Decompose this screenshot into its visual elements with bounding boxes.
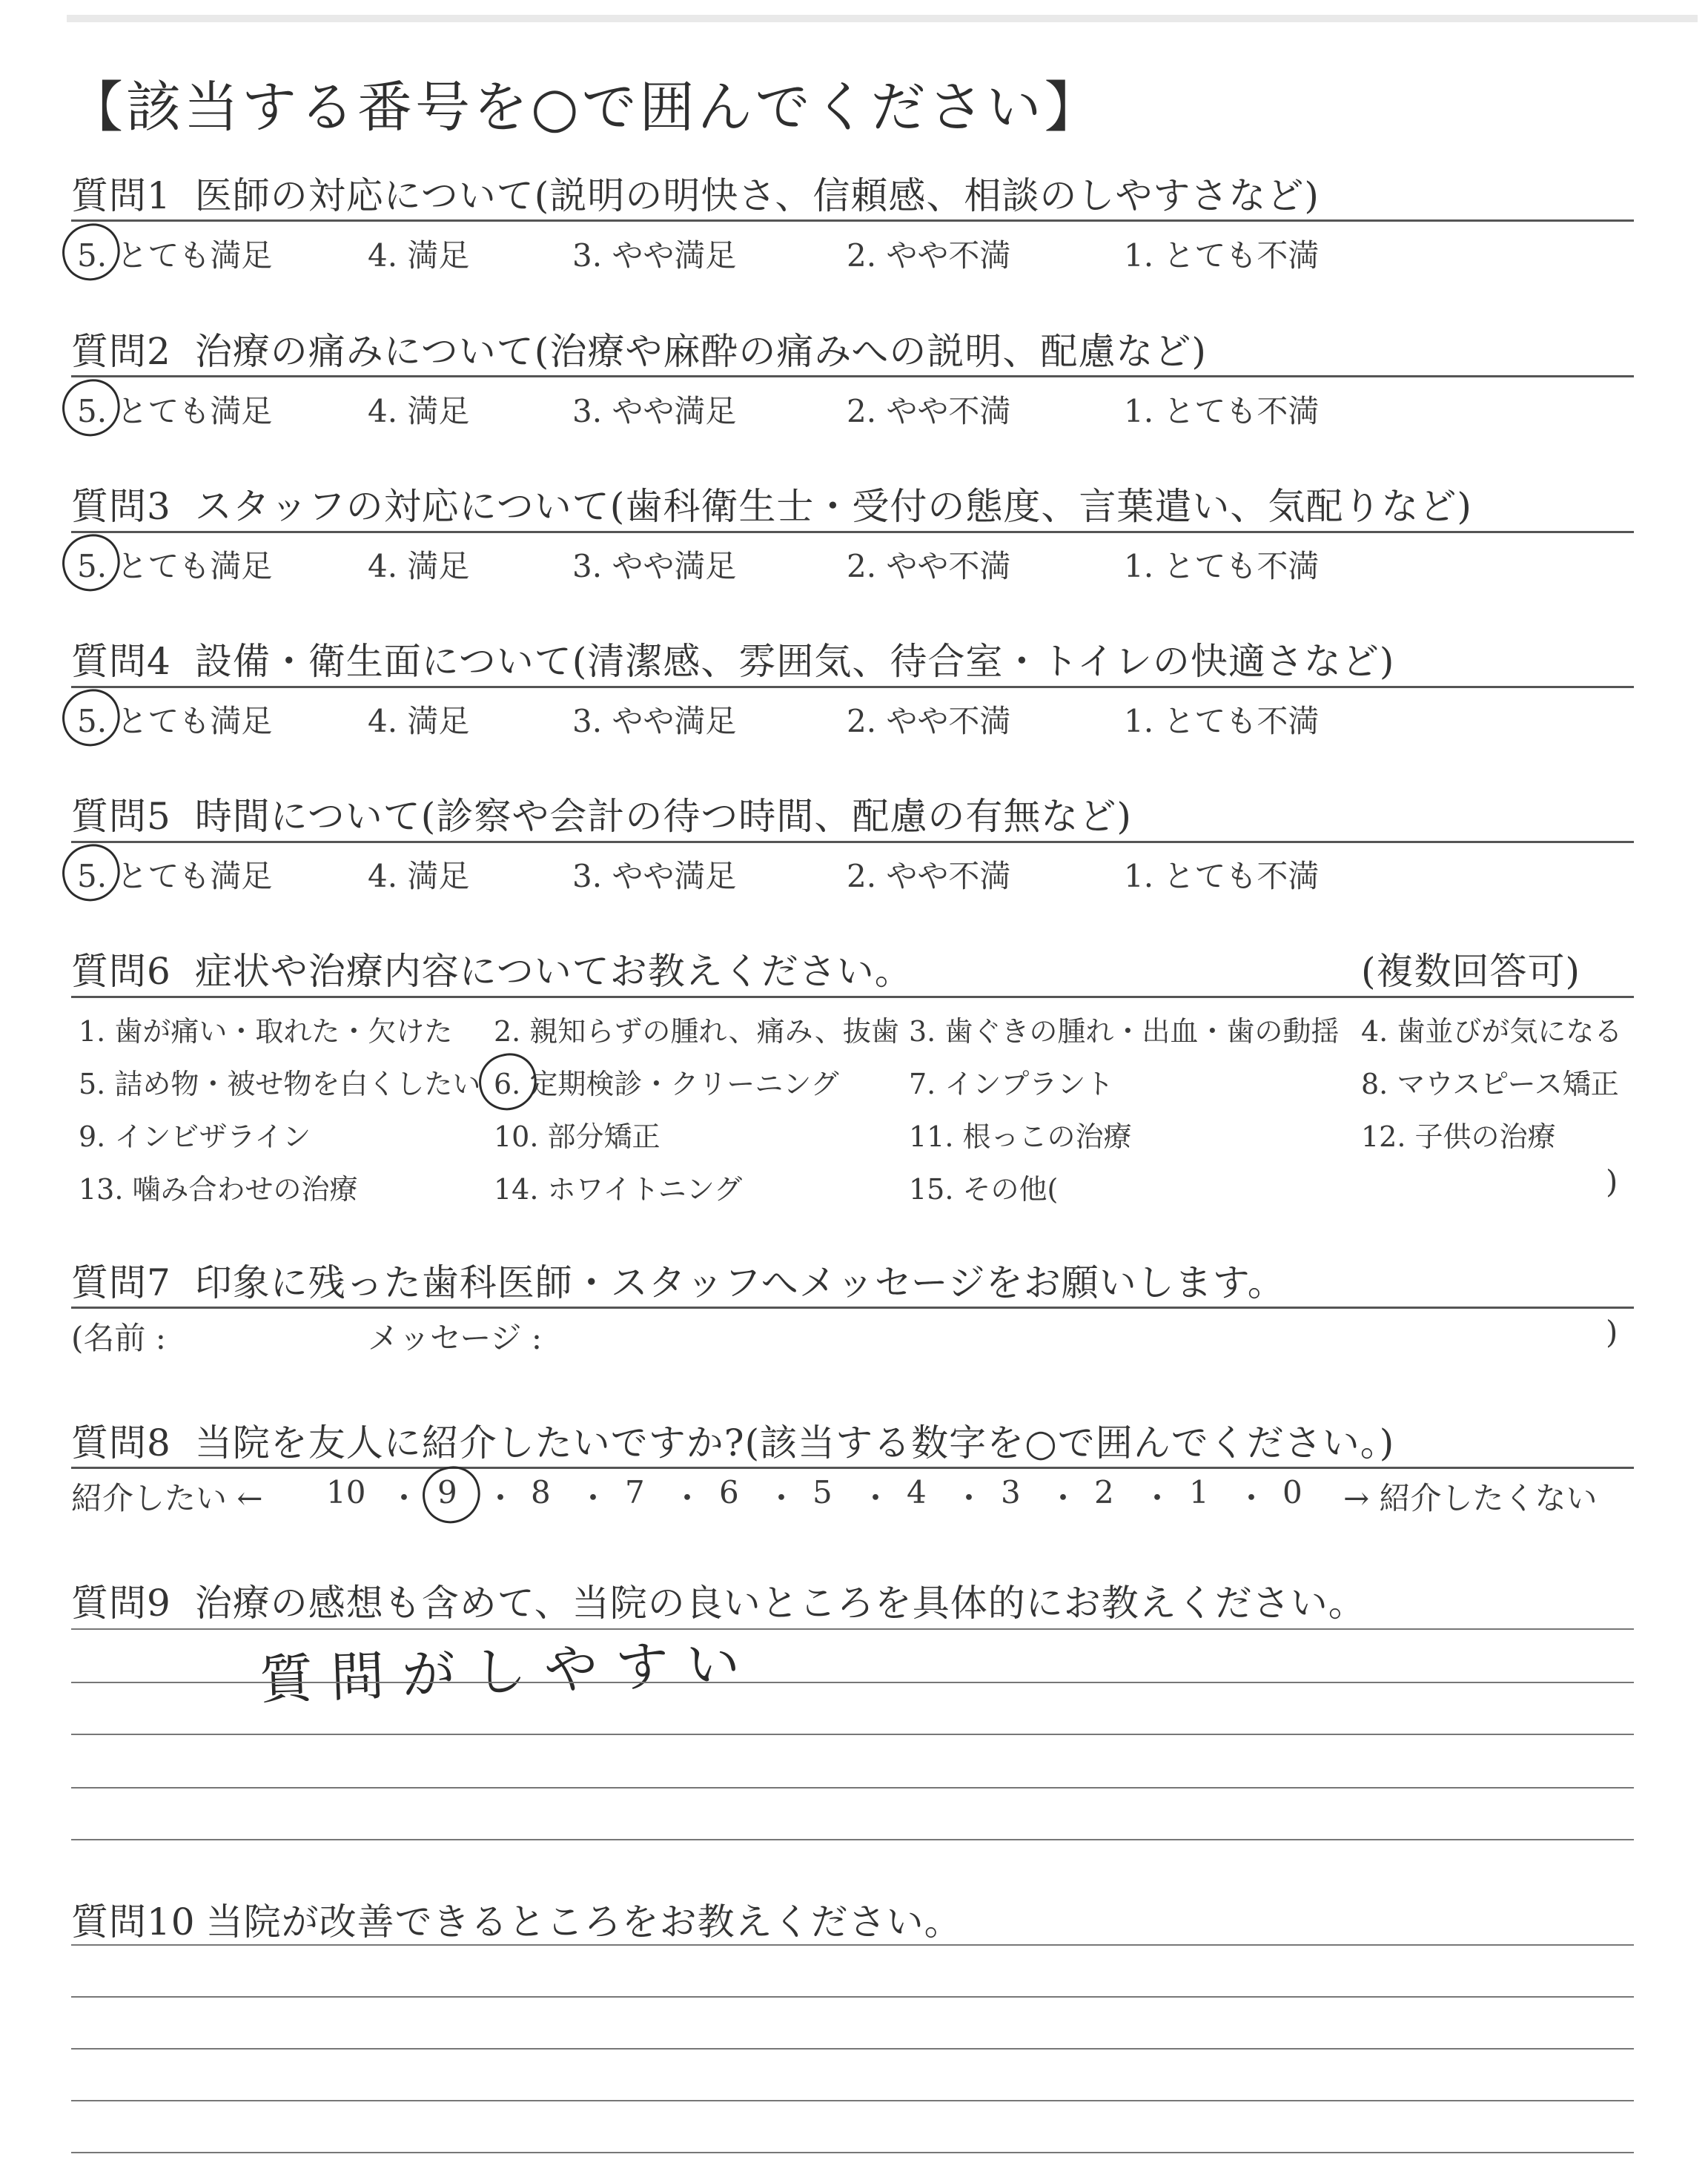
scale-1[interactable]: 1 bbox=[1189, 1474, 1209, 1510]
divider bbox=[71, 841, 1634, 843]
question-3-options bbox=[71, 542, 1634, 587]
divider bbox=[71, 531, 1634, 533]
q1-option-3[interactable]: 3. やや満足 bbox=[572, 237, 737, 274]
q2-option-4[interactable]: 4. 満足 bbox=[368, 393, 470, 429]
answer-line bbox=[71, 1734, 1634, 1735]
q3-option-4[interactable]: 4. 満足 bbox=[368, 548, 470, 584]
answer-line bbox=[71, 1944, 1634, 1946]
q3-option-2[interactable]: 2. やや不満 bbox=[847, 548, 1011, 584]
divider bbox=[71, 996, 1634, 998]
message-close-paren: ) bbox=[1606, 1314, 1618, 1350]
scale-dot: ・ bbox=[1142, 1480, 1174, 1516]
q2-option-3[interactable]: 3. やや満足 bbox=[572, 393, 737, 429]
question-5-title: 質問5 時間について(診察や会計の待つ時間、配慮の有無など) bbox=[71, 795, 1132, 838]
name-label: (名前 : bbox=[71, 1320, 166, 1356]
scale-dot: ・ bbox=[860, 1480, 892, 1516]
scale-dot: ・ bbox=[485, 1480, 517, 1516]
symptom-option-1[interactable]: 1. 歯が痛い・取れた・欠けた bbox=[79, 1015, 453, 1048]
question-1-options bbox=[71, 231, 1634, 276]
scale-dot: ・ bbox=[766, 1480, 798, 1516]
symptom-option-12[interactable]: 12. 子供の治療 bbox=[1361, 1120, 1556, 1153]
symptom-option-7[interactable]: 7. インプラント bbox=[909, 1068, 1114, 1100]
answer-line bbox=[71, 2048, 1634, 2050]
scan-edge bbox=[67, 15, 1698, 22]
symptom-option-5[interactable]: 5. 詰め物・被せ物を白くしたい bbox=[79, 1068, 481, 1100]
scale-dot: ・ bbox=[672, 1480, 704, 1516]
q1-option-4[interactable]: 4. 満足 bbox=[368, 237, 470, 274]
symptom-option-2[interactable]: 2. 親知らずの腫れ、痛み、抜歯 bbox=[494, 1015, 899, 1048]
scale-6[interactable]: 6 bbox=[719, 1474, 739, 1510]
q3-option-3[interactable]: 3. やや満足 bbox=[572, 548, 737, 584]
scale-4[interactable]: 4 bbox=[907, 1474, 927, 1510]
scale-dot: ・ bbox=[577, 1480, 609, 1516]
question-9-title: 質問9 治療の感想も含めて、当院の良いところを具体的にお教えください。 bbox=[71, 1582, 1366, 1625]
form-instruction: 【該当する番号を○で囲んでください】 bbox=[68, 76, 1102, 139]
handwritten-answer[interactable]: 質問がしやすい bbox=[258, 1631, 759, 1711]
scale-3[interactable]: 3 bbox=[1001, 1474, 1021, 1510]
scale-7[interactable]: 7 bbox=[625, 1474, 645, 1510]
answer-line bbox=[71, 1996, 1634, 1998]
symptom-option-9[interactable]: 9. インビザライン bbox=[79, 1120, 311, 1153]
divider bbox=[71, 686, 1634, 688]
other-close-paren: ) bbox=[1606, 1163, 1618, 1200]
scale-left-label: 紹介したい ← bbox=[71, 1480, 263, 1516]
q4-option-4[interactable]: 4. 満足 bbox=[368, 703, 470, 739]
question-2-title: 質問2 治療の痛みについて(治療や麻酔の痛みへの説明、配慮など) bbox=[71, 330, 1207, 373]
symptom-option-4[interactable]: 4. 歯並びが気になる bbox=[1361, 1015, 1623, 1048]
q4-option-5[interactable]: 5. とても満足 bbox=[77, 697, 272, 742]
divider bbox=[71, 1467, 1634, 1469]
question-3-title: 質問3 スタッフの対応について(歯科衛生士・受付の態度、言葉遣い、気配りなど) bbox=[71, 485, 1472, 528]
q1-option-5[interactable]: 5. とても満足 bbox=[77, 231, 272, 276]
q5-option-2[interactable]: 2. やや不満 bbox=[847, 858, 1011, 894]
q2-option-1[interactable]: 1. とても不満 bbox=[1124, 393, 1320, 429]
scale-dot: ・ bbox=[388, 1480, 420, 1516]
answer-line bbox=[71, 1682, 1634, 1683]
question-1-title: 質問1 医師の対応について(説明の明快さ、信頼感、相談のしやすさなど) bbox=[71, 174, 1320, 217]
q5-option-5[interactable]: 5. とても満足 bbox=[77, 852, 272, 896]
message-label: メッセージ : bbox=[368, 1320, 542, 1356]
q2-option-5[interactable]: 5. とても満足 bbox=[77, 387, 272, 432]
q3-option-5[interactable]: 5. とても満足 bbox=[77, 542, 272, 587]
question-4-title: 質問4 設備・衛生面について(清潔感、雰囲気、待合室・トイレの快適さなど) bbox=[71, 640, 1395, 683]
multiple-answers-note: (複数回答可) bbox=[1361, 950, 1581, 993]
divider bbox=[71, 219, 1634, 222]
question-8-title: 質問8 当院を友人に紹介したいですか?(該当する数字を○で囲んでください。) bbox=[71, 1421, 1395, 1464]
q5-option-3[interactable]: 3. やや満足 bbox=[572, 858, 737, 894]
scale-8[interactable]: 8 bbox=[531, 1474, 551, 1510]
answer-line bbox=[71, 2100, 1634, 2101]
q5-option-1[interactable]: 1. とても不満 bbox=[1124, 858, 1320, 894]
q4-option-2[interactable]: 2. やや不満 bbox=[847, 703, 1011, 739]
scale-2[interactable]: 2 bbox=[1094, 1474, 1114, 1510]
q2-option-2[interactable]: 2. やや不満 bbox=[847, 393, 1011, 429]
q3-option-1[interactable]: 1. とても不満 bbox=[1124, 548, 1320, 584]
scale-right-label: → 紹介したくない bbox=[1343, 1480, 1598, 1516]
question-7-title: 質問7 印象に残った歯科医師・スタッフへメッセージをお願いします。 bbox=[71, 1261, 1285, 1304]
answer-line bbox=[71, 1839, 1634, 1840]
q5-option-4[interactable]: 4. 満足 bbox=[368, 858, 470, 894]
symptom-option-14[interactable]: 14. ホワイトニング bbox=[494, 1173, 743, 1206]
symptom-option-8[interactable]: 8. マウスピース矯正 bbox=[1361, 1068, 1619, 1100]
symptom-option-15[interactable]: 15. その他( bbox=[909, 1173, 1059, 1206]
scale-9[interactable]: 9 bbox=[437, 1474, 457, 1510]
symptom-option-11[interactable]: 11. 根っこの治療 bbox=[909, 1120, 1132, 1153]
question-5-options bbox=[71, 852, 1634, 896]
scale-dot: ・ bbox=[1047, 1480, 1079, 1516]
question-4-options bbox=[71, 697, 1634, 742]
question-2-options bbox=[71, 387, 1634, 432]
scale-0[interactable]: 0 bbox=[1282, 1474, 1302, 1510]
symptom-option-10[interactable]: 10. 部分矯正 bbox=[494, 1120, 661, 1153]
symptom-option-6[interactable]: 6. 定期検診・クリーニング bbox=[494, 1061, 839, 1102]
divider bbox=[71, 1307, 1634, 1309]
q4-option-1[interactable]: 1. とても不満 bbox=[1124, 703, 1320, 739]
answer-line bbox=[71, 1787, 1634, 1789]
symptom-option-3[interactable]: 3. 歯ぐきの腫れ・出血・歯の動揺 bbox=[909, 1015, 1340, 1048]
scale-dot: ・ bbox=[1236, 1480, 1268, 1516]
symptom-option-13[interactable]: 13. 噛み合わせの治療 bbox=[79, 1173, 358, 1206]
question-10-title: 質問10 当院が改善できるところをお教えください。 bbox=[71, 1900, 962, 1943]
q1-option-1[interactable]: 1. とても不満 bbox=[1124, 237, 1320, 274]
q4-option-3[interactable]: 3. やや満足 bbox=[572, 703, 737, 739]
answer-line bbox=[71, 2152, 1634, 2153]
question-6-title: 質問6 症状や治療内容についてお教えください。 (複数回答可) bbox=[71, 942, 913, 995]
scale-5[interactable]: 5 bbox=[812, 1474, 833, 1510]
scale-dot: ・ bbox=[953, 1480, 985, 1516]
scale-10[interactable]: 10 bbox=[326, 1474, 366, 1510]
answer-line bbox=[71, 1628, 1634, 1630]
divider bbox=[71, 375, 1634, 377]
q1-option-2[interactable]: 2. やや不満 bbox=[847, 237, 1011, 274]
